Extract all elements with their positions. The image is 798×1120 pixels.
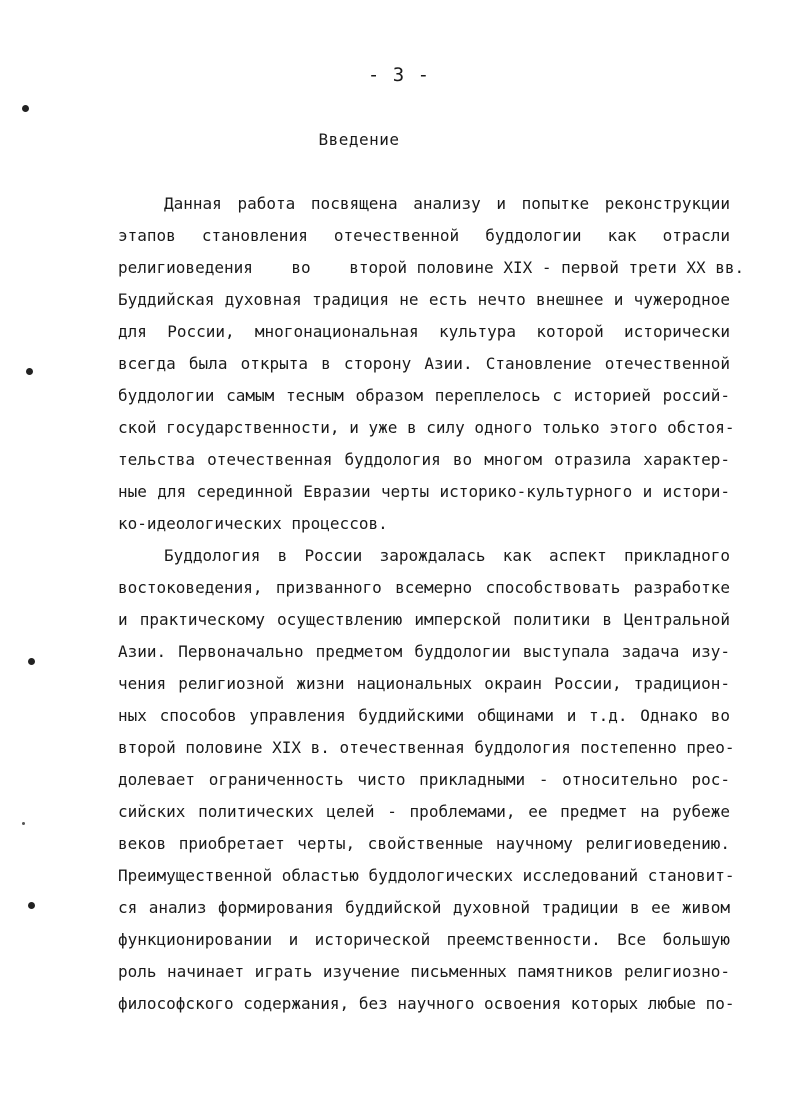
text-line: Данная работа посвящена анализу и попытке реконструкции xyxy=(164,194,730,213)
text-line: долевает ограниченность чисто прикладными - относительно рос- xyxy=(118,770,730,789)
text-line: ской государственности, и уже в силу одного только этого обстоя- xyxy=(118,418,735,437)
text-line: религиоведения во второй половине XIX - первой трети XX вв. xyxy=(118,258,745,277)
text-line: для России, многонациональная культура которой исторически xyxy=(118,322,730,341)
text-line: востоковедения, призванного всемерно способствовать разработке xyxy=(118,578,730,597)
text-line: Буддийская духовная традиция не есть нечто внешнее и чужеродное xyxy=(118,290,730,309)
text-line: Азии. Первоначально предметом буддологии выступала задача изу- xyxy=(118,642,730,661)
text-line: ных способов управления буддийскими общинами и т.д. Однако во xyxy=(118,706,730,725)
binding-hole-mark xyxy=(28,658,35,665)
text-line: ко-идеологических процессов. xyxy=(118,514,388,533)
text-line: и практическому осуществлению имперской политики в Центральной xyxy=(118,610,730,629)
section-heading: Введение xyxy=(318,130,400,149)
text-line: Буддология в России зарождалась как аспект прикладного xyxy=(164,546,730,565)
scan-speck xyxy=(22,822,25,825)
text-line: сийских политических целей - проблемами, ее предмет на рубеже xyxy=(118,802,730,821)
text-line: тельства отечественная буддология во многом отразила характер- xyxy=(118,450,730,469)
binding-hole-mark xyxy=(28,902,35,909)
text-line: веков приобретает черты, свойственные научному религиоведению. xyxy=(118,834,730,853)
text-line: ные для серединной Евразии черты историко-культурного и истори- xyxy=(118,482,730,501)
text-line: Преимущественной областью буддологических исследований становит- xyxy=(118,866,735,885)
text-line: философского содержания, без научного освоения которых любые по- xyxy=(118,994,735,1013)
text-line: второй половине XIX в. отечественная буддология постепенно прео- xyxy=(118,738,735,757)
text-line: роль начинает играть изучение письменных памятников религиозно- xyxy=(118,962,730,981)
binding-hole-mark xyxy=(26,368,33,375)
text-line: функционировании и исторической преемственности. Все большую xyxy=(118,930,730,949)
text-line: буддологии самым тесным образом переплелось с историей россий- xyxy=(118,386,730,405)
text-line: всегда была открыта в сторону Азии. Становление отечественной xyxy=(118,354,730,373)
text-line: ся анализ формирования буддийской духовной традиции в ее живом xyxy=(118,898,730,917)
text-line: этапов становления отечественной буддологии как отрасли xyxy=(118,226,730,245)
page-number: - 3 - xyxy=(367,64,431,86)
text-line: чения религиозной жизни национальных окраин России, традицион- xyxy=(118,674,730,693)
binding-hole-mark xyxy=(22,105,29,112)
